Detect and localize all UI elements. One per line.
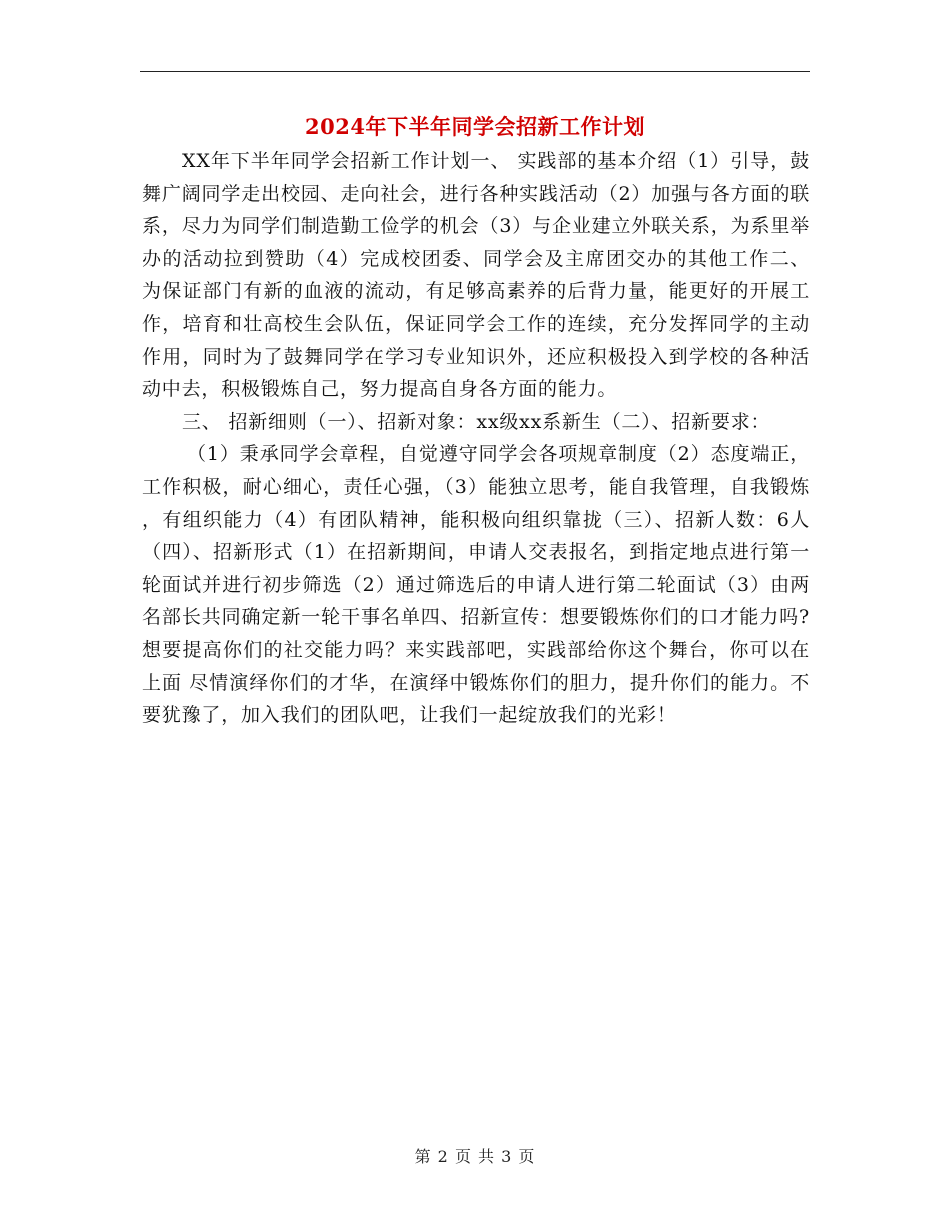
paragraph-introduction: XX年下半年同学会招新工作计划一、 实践部的基本介绍（1）引导，鼓舞广阔同学走出校园、走向社会，进行各种实践活动（2）加强与各方面的联系，尽力为同学们制造勤工俭学的机会（3）与企业建立外联关系，为系里举办的活动拉到赞助（4）完成校团委、同学会及主席团交办的其他工作二、 为保证部门有新的血液的流动，有足够高素养的后背力量，能更好的开展工作，培育和壮高校生会队伍，保证同学会工作的连续，充分发挥同学的主动作用，同时为了鼓舞同学在学习专业知识外，还应积极投入到学校的各种活动中去，积极锻炼自己，努力提高自身各方面的能力。 — [142, 150, 810, 401]
paragraph-requirements: （1）秉承同学会章程，自觉遵守同学会各项规章制度（2）态度端正，工作积极，耐心细心，责任心强，（3）能独立思考，能自我管理，自我锻炼，有组织能力（4）有团队精神，能积极向组织靠拢（三）、招新人数：6人（四）、招新形式（1）在招新期间，申请人交表报名，到指定地点进行第一轮面试并进行初步筛选（2）通过筛选后的申请人进行第二轮面试（3）由两名部长共同确定新一轮干事名单四、招新宣传：想要锻炼你们的口才能力吗?想要提高你们的社交能力吗？来实践部吧，实践部给你这个舞台，你可以在上面 尽情演绎你们的才华，在演绎中锻炼你们的胆力，提升你们的能力。不要犹豫了，加入我们的团队吧，让我们一起绽放我们的光彩！ — [142, 443, 810, 727]
page-number: 第 2 页 共 3 页 — [414, 1147, 536, 1166]
paragraph-recruitment-rules: 三、 招新细则（一）、招新对象：xx级xx系新生（二）、招新要求： — [182, 410, 771, 433]
header-rule — [140, 71, 810, 72]
document-title: 2024年下半年同学会招新工作计划 — [305, 114, 645, 139]
document-body — [142, 145, 810, 732]
